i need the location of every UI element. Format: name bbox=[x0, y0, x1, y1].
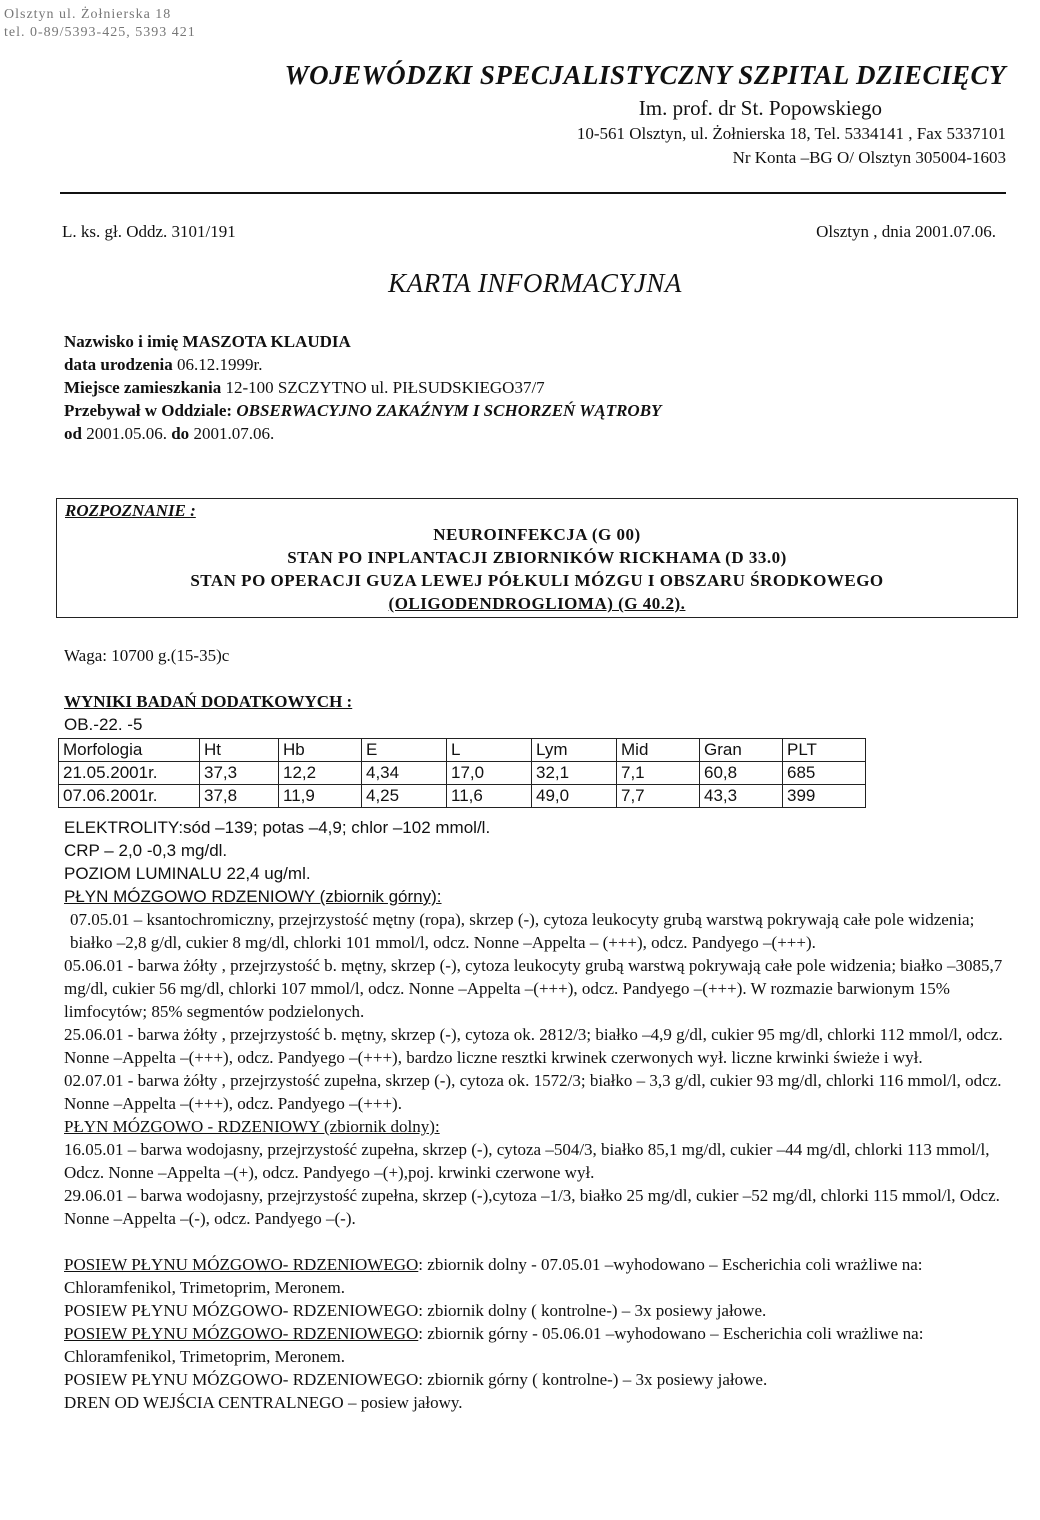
diagnosis-line-3: STAN PO OPERACJI GUZA LEWEJ PÓŁKULI MÓZGU I OBSZARU ŚRODKOWEGO bbox=[190, 571, 884, 590]
table-cell: 685 bbox=[783, 762, 866, 785]
patient-name: MASZOTA KLAUDIA bbox=[182, 332, 351, 351]
table-header-cell: E bbox=[362, 739, 447, 762]
patient-ward-label: Przebywał w Oddziale: bbox=[64, 401, 233, 420]
diagnosis-heading: ROZPOZNANIE : bbox=[65, 501, 196, 520]
table-header-row bbox=[59, 739, 866, 762]
table-row bbox=[59, 762, 866, 785]
reference-number: L. ks. gł. Oddz. 3101/191 bbox=[62, 222, 236, 241]
patient-info bbox=[64, 330, 661, 445]
table-cell: 11,9 bbox=[279, 785, 362, 808]
table-cell: 37,8 bbox=[200, 785, 279, 808]
table-header-cell: Lym bbox=[532, 739, 617, 762]
csf-upper-entry-3: 25.06.01 - barwa żółty , przejrzystość b. mętny, skrzep (-), cytoza ok. 2812/3; białko –4,9 g/dl, cukier 95 mg/dl, chlorki 112 mmol/l, odcz. Nonne –Appelta –(+++), odcz. Pandyego –(+++), bardzo liczne resztki krwinek czerwonych wył. liczne krwinki świeże i wył. bbox=[64, 1025, 1003, 1067]
table-cell: 21.05.2001r. bbox=[59, 762, 200, 785]
table-cell: 7,7 bbox=[617, 785, 700, 808]
table-cell: 37,3 bbox=[200, 762, 279, 785]
stay-from: 2001.05.06. bbox=[86, 424, 167, 443]
esr-result: OB.-22. -5 bbox=[64, 715, 143, 734]
csf-upper-entry-2: 05.06.01 - barwa żółty , przejrzystość b. mętny, skrzep (-), cytoza leukocyty grubą warstwą pokrywają całe pole widzenia; białko –3085,7 mg/dl, cukier 56 mg/dl, chlorki 107 mmol/l, odcz. Nonne –Appelta –(+++), odcz. Pandyego –(+++). W rozmazie barwionym 15% limfocytów; 85% segmentów podzielonych. bbox=[64, 956, 1003, 1021]
header-divider bbox=[60, 192, 1006, 194]
table-cell: 43,3 bbox=[700, 785, 783, 808]
stamp-line-2: tel. 0-89/5393-425, 5393 421 bbox=[4, 25, 196, 40]
table-cell: 32,1 bbox=[532, 762, 617, 785]
patient-residence-label: Miejsce zamieszkania bbox=[64, 378, 222, 397]
diagnosis-line-1: NEUROINFEKCJA (G 00) bbox=[433, 525, 641, 544]
table-header-cell: Gran bbox=[700, 739, 783, 762]
drain-culture: DREN OD WEJŚCIA CENTRALNEGO – posiew jałowy. bbox=[64, 1393, 463, 1412]
csf-lower-entry-1: 16.05.01 – barwa wodojasny, przejrzystość zupełna, skrzep (-), cytoza –504/3, białko 85,1 mg/dl, cukier –44 mg/dl, chlorki 113 mmol/l, Odcz. Nonne –Appelta –(+), odcz. Pandyego –(+),poj. krwinki czerwone wył. bbox=[64, 1140, 990, 1182]
patient-weight: Waga: 10700 g.(15-35)c bbox=[64, 646, 230, 665]
patient-ward: OBSERWACYJNO ZAKAŹNYM I SCHORZEŃ WĄTROBY bbox=[236, 401, 662, 420]
diagnosis-line-2: STAN PO INPLANTACJI ZBIORNIKÓW RICKHAMA (D 33.0) bbox=[287, 548, 787, 567]
luminal-level: POZIOM LUMINALU 22,4 ug/ml. bbox=[64, 864, 311, 883]
patient-name-row bbox=[64, 330, 661, 353]
patient-stay-row bbox=[64, 422, 661, 445]
table-header-cell: Hb bbox=[279, 739, 362, 762]
table-header-cell: PLT bbox=[783, 739, 866, 762]
table-cell: 4,34 bbox=[362, 762, 447, 785]
table-cell: 49,0 bbox=[532, 785, 617, 808]
table-cell: 7,1 bbox=[617, 762, 700, 785]
hospital-patron: Im. prof. dr St. Popowskiego bbox=[638, 96, 882, 120]
stamp-line-1: Olsztyn ul. Żołnierska 18 bbox=[4, 7, 172, 22]
patient-name-label: Nazwisko i imię bbox=[64, 332, 179, 351]
section-spacer bbox=[64, 1230, 1014, 1253]
stay-from-label: od bbox=[64, 424, 82, 443]
table-cell: 07.06.2001r. bbox=[59, 785, 200, 808]
electrolytes-result: ELEKTROLITY:sód –139; potas –4,9; chlor –102 mmol/l. bbox=[64, 818, 491, 837]
blood-count-table bbox=[58, 738, 866, 808]
table-header-cell: Ht bbox=[200, 739, 279, 762]
culture-entry-1 bbox=[64, 1253, 1014, 1299]
culture-label: POSIEW PŁYNU MÓZGOWO- RDZENIOWEGO bbox=[64, 1255, 419, 1274]
culture-entry-4 bbox=[64, 1368, 1014, 1391]
culture-text: : zbiornik dolny ( kontrolne-) – 3x posiewy jałowe. bbox=[418, 1301, 767, 1320]
crp-result: CRP – 2,0 -0,3 mg/dl. bbox=[64, 841, 228, 860]
table-header-cell: Mid bbox=[617, 739, 700, 762]
patient-dob-label: data urodzenia bbox=[64, 355, 173, 374]
patient-dob-row bbox=[64, 353, 661, 376]
culture-text: : zbiornik górny ( kontrolne-) – 3x posiewy jałowe. bbox=[418, 1370, 768, 1389]
hospital-account: Nr Konta –BG O/ Olsztyn 305004-1603 bbox=[732, 148, 1006, 167]
csf-upper-heading: PŁYN MÓZGOWO RDZENIOWY (zbiornik górny): bbox=[64, 887, 442, 906]
table-cell: 399 bbox=[783, 785, 866, 808]
culture-text: : zbiornik dolny - 07.05.01 –wyhodowano – Escherichia coli wrażliwe na: Chloramfenikol, Trimetoprim, Meronem. bbox=[64, 1255, 923, 1297]
culture-entry-3 bbox=[64, 1322, 1014, 1368]
culture-label: POSIEW PŁYNU MÓZGOWO- RDZENIOWEGO bbox=[64, 1370, 419, 1389]
stay-to-label: do bbox=[171, 424, 190, 443]
table-cell: 11,6 bbox=[447, 785, 532, 808]
patient-residence-row bbox=[64, 376, 661, 399]
table-cell: 60,8 bbox=[700, 762, 783, 785]
table-header-cell: Morfologia bbox=[59, 739, 200, 762]
table-header-cell: L bbox=[447, 739, 532, 762]
culture-label: POSIEW PŁYNU MÓZGOWO- RDZENIOWEGO bbox=[64, 1324, 419, 1343]
csf-lower-heading: PŁYN MÓZGOWO - RDZENIOWY (zbiornik dolny): bbox=[64, 1117, 440, 1136]
institution-stamp bbox=[4, 6, 196, 42]
csf-lower-entry-2: 29.06.01 – barwa wodojasny, przejrzystość zupełna, skrzep (-),cytoza –1/3, białko 25 mg/dl, cukier –52 mg/dl, chlorki 115 mmol/l, Odcz. Nonne –Appelta –(-), odcz. Pandyego –(-). bbox=[64, 1186, 1000, 1228]
table-cell: 4,25 bbox=[362, 785, 447, 808]
patient-ward-row bbox=[64, 399, 661, 422]
document-title: KARTA INFORMACYJNA bbox=[388, 268, 682, 298]
table-cell: 12,2 bbox=[279, 762, 362, 785]
diagnosis-line-4: (OLIGODENDROGLIOMA) (G 40.2). bbox=[388, 594, 686, 613]
patient-residence: 12-100 SZCZYTNO ul. PIŁSUDSKIEGO37/7 bbox=[225, 378, 545, 397]
table-row bbox=[59, 785, 866, 808]
culture-text: : zbiornik górny - 05.06.01 –wyhodowano – Escherichia coli wrażliwe na: Chloramfenikol, Trimetoprim, Meronem. bbox=[64, 1324, 924, 1366]
patient-dob: 06.12.1999r. bbox=[177, 355, 263, 374]
diagnosis-box bbox=[56, 498, 1018, 618]
diagnosis-list bbox=[57, 523, 1017, 615]
table-cell: 17,0 bbox=[447, 762, 532, 785]
culture-label: POSIEW PŁYNU MÓZGOWO- RDZENIOWEGO bbox=[64, 1301, 419, 1320]
culture-entry-2 bbox=[64, 1299, 1014, 1322]
results-body bbox=[64, 816, 1014, 1414]
stay-to: 2001.07.06. bbox=[193, 424, 275, 443]
csf-upper-entry-4: 02.07.01 - barwa żółty , przejrzystość zupełna, skrzep (-), cytoza ok. 1572/3; białko – 3,3 g/dl, cukier 93 mg/dl, chlorki 116 mmol/l, odcz. Nonne –Appelta –(+++), odcz. Pandyego –(+++). bbox=[64, 1071, 1002, 1113]
results-heading: WYNIKI BADAŃ DODATKOWYCH : bbox=[64, 692, 353, 711]
csf-upper-entry-1: 07.05.01 – ksantochromiczny, przejrzystość mętny (ropa), skrzep (-), cytoza leukocyty grubą warstwą pokrywają całe pole widzenia; białko –2,8 g/dl, cukier 8 mg/dl, chlorki 101 mmol/l, odcz. Nonne –Appelta – (+++), odcz. Pandyego –(+++). bbox=[70, 910, 975, 952]
hospital-name: WOJEWÓDZKI SPECJALISTYCZNY SZPITAL DZIECIĘCY bbox=[284, 60, 1006, 90]
hospital-address: 10-561 Olsztyn, ul. Żołnierska 18, Tel. 5334141 , Fax 5337101 bbox=[576, 124, 1006, 143]
place-date: Olsztyn , dnia 2001.07.06. bbox=[816, 222, 996, 241]
